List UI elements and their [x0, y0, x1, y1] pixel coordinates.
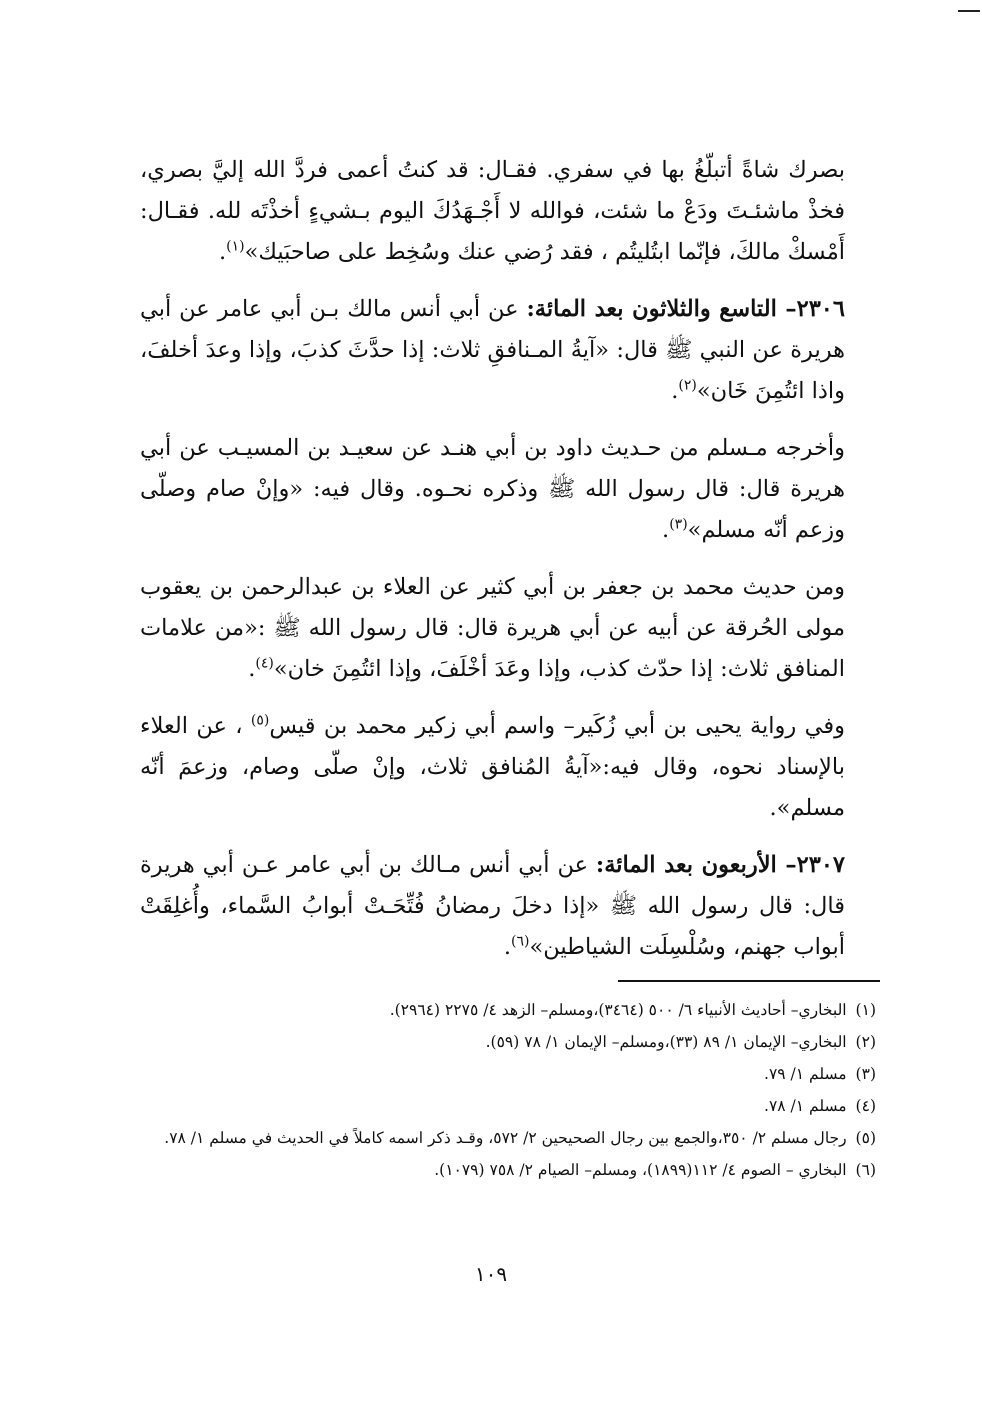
- corner-mark: [958, 10, 980, 12]
- footnote-ref[interactable]: (٤): [255, 655, 274, 672]
- footnote-1: [136, 996, 876, 1024]
- footnote-text: البخاري– أحاديث الأنبياء ٦/ ٥٠٠ (٣٤٦٤)،ومسلم– الزهد ٤/ ٢٢٧٥ (٢٩٦٤).: [389, 1001, 847, 1019]
- paragraph-text: ومن حديث محمد بن جعفر بن أبي كثير عن العلاء بن عبدالرحمن بن يعقوب مولى الحُرقة عن أبيه عن أبي هريرة قال: قال رسول الله ﷺ :«من علامات المنافق ثلاث: إذا حدّث كذب، وإذا وعَدَ أخْلَفَ، وإذا ائتُمِنَ خان»: [140, 574, 845, 682]
- paragraph-text: بصرك شاةً أتبلّغُ بها في سفري. فقـال: قد كنتُ أعمى فردَّ الله إليَّ بصري، فخذْ ماشئـتَ ودَعْ ما شئت، فوالله لا أَجْـهَدُكَ اليوم بـشيءٍ أخذْتَه لله. فقـال: أَمْسكْ مالكَ، فإنّما ابتُليتُم ، فقد رُضي عنك وسُخِط على صاحبَيك»: [140, 157, 845, 265]
- paragraph-end: .: [662, 517, 670, 543]
- paragraph-1: [140, 150, 845, 273]
- paragraph-end: .: [248, 656, 256, 682]
- hadith-2307: [140, 845, 845, 968]
- footnote-ref[interactable]: (٣): [669, 516, 688, 533]
- footnote-number: (٢): [855, 1033, 876, 1051]
- paragraph-text: وفي رواية يحيى بن أبي زُكَير– واسم أبي زكير محمد بن قيس: [269, 713, 845, 739]
- footnote-6: [136, 1156, 876, 1184]
- paragraph-end: ، عن العلاء بالإسناد نحوه، وقال فيه:«آيةُ المُنافق ثلاث، وإنْ صلّى وصام، وزعمَ أنّه مسلم».: [140, 713, 845, 821]
- footnote-ref[interactable]: (١): [226, 238, 245, 255]
- paragraph-text: وأخرجه مـسلم من حـديث داود بن أبي هنـد عن سعيـد بن المسيـب عن أبي هريرة قال: قال رسول الله ﷺ وذكره نحـوه. وقال فيه: «وإنْ صام وصلّى وزعم أنّه مسلم»: [140, 435, 845, 543]
- paragraph-end: .: [503, 934, 511, 960]
- paragraph-4: [140, 567, 845, 690]
- hadith-number: ٢٣٠٧: [796, 852, 845, 878]
- footnote-separator: [618, 980, 880, 982]
- hadith-2306: [140, 289, 845, 412]
- paragraph-5: [140, 706, 845, 829]
- footnote-number: (٦): [855, 1161, 876, 1179]
- footnote-5: [136, 1124, 876, 1152]
- footnote-number: (٤): [855, 1097, 876, 1115]
- footnote-ref[interactable]: (٦): [511, 933, 530, 950]
- footnote-number: (٥): [855, 1129, 876, 1147]
- main-text: [140, 150, 845, 984]
- footnote-text: رجال مسلم ٢/ ٣٥٠،والجمع بين رجال الصحيحين ٢/ ٥٧٢، وقـد ذكر اسمه كاملاً في الحديث في مسلم ١/ ٧٨.: [164, 1129, 847, 1147]
- footnote-text: البخاري – الصوم ٤/ ١١٢(١٨٩٩)، ومسلم– الصيام ٢/ ٧٥٨ (١٠٧٩).: [434, 1161, 847, 1179]
- footnote-ref[interactable]: (٢): [678, 377, 697, 394]
- footnotes: [136, 996, 876, 1188]
- paragraph-end: .: [218, 239, 227, 265]
- footnote-2: [136, 1028, 876, 1056]
- footnote-number: (٣): [855, 1065, 876, 1083]
- footnote-number: (١): [855, 1001, 876, 1019]
- footnote-text: مسلم ١/ ٧٨.: [764, 1097, 847, 1115]
- footnote-3: [136, 1060, 876, 1088]
- hadith-heading: – الأربعون بعد المائة:: [595, 852, 797, 878]
- footnote-text: البخاري– الإيمان ١/ ٨٩ (٣٣)،ومسلم– الإيمان ١/ ٧٨ (٥٩).: [485, 1033, 847, 1051]
- footnote-text: مسلم ١/ ٧٩.: [764, 1065, 847, 1083]
- paragraph-3: [140, 428, 845, 551]
- paragraph-end: .: [671, 378, 679, 404]
- paragraph-text: عن أبي أنس مـالك بن أبي عامر عـن أبي هريرة قال: قال رسول الله ﷺ «إذا دخلَ رمضانُ فُتِّحَـتْ أبوابُ السَّماء، وأُغلِقَتْ أبواب جهنم، وسُلْسِلَت الشياطين»: [140, 852, 845, 960]
- footnote-4: [136, 1092, 876, 1120]
- footnote-ref[interactable]: (٥): [250, 712, 270, 729]
- hadith-number: ٢٣٠٦: [796, 296, 845, 322]
- page-number: ١٠٩: [474, 1262, 508, 1286]
- paragraph-text: عن أبي أنس مالك بـن أبي عامر عن أبي هريرة عن النبي ﷺ قال: «آيةُ المـنافقِ ثلاث: إذا حدَّثَ كذبَ، وإذا وعدَ أخلفَ، واذا ائتُمِنَ خَان»: [140, 296, 845, 404]
- hadith-heading: – التاسع والثلاثون بعد المائة:: [526, 296, 797, 322]
